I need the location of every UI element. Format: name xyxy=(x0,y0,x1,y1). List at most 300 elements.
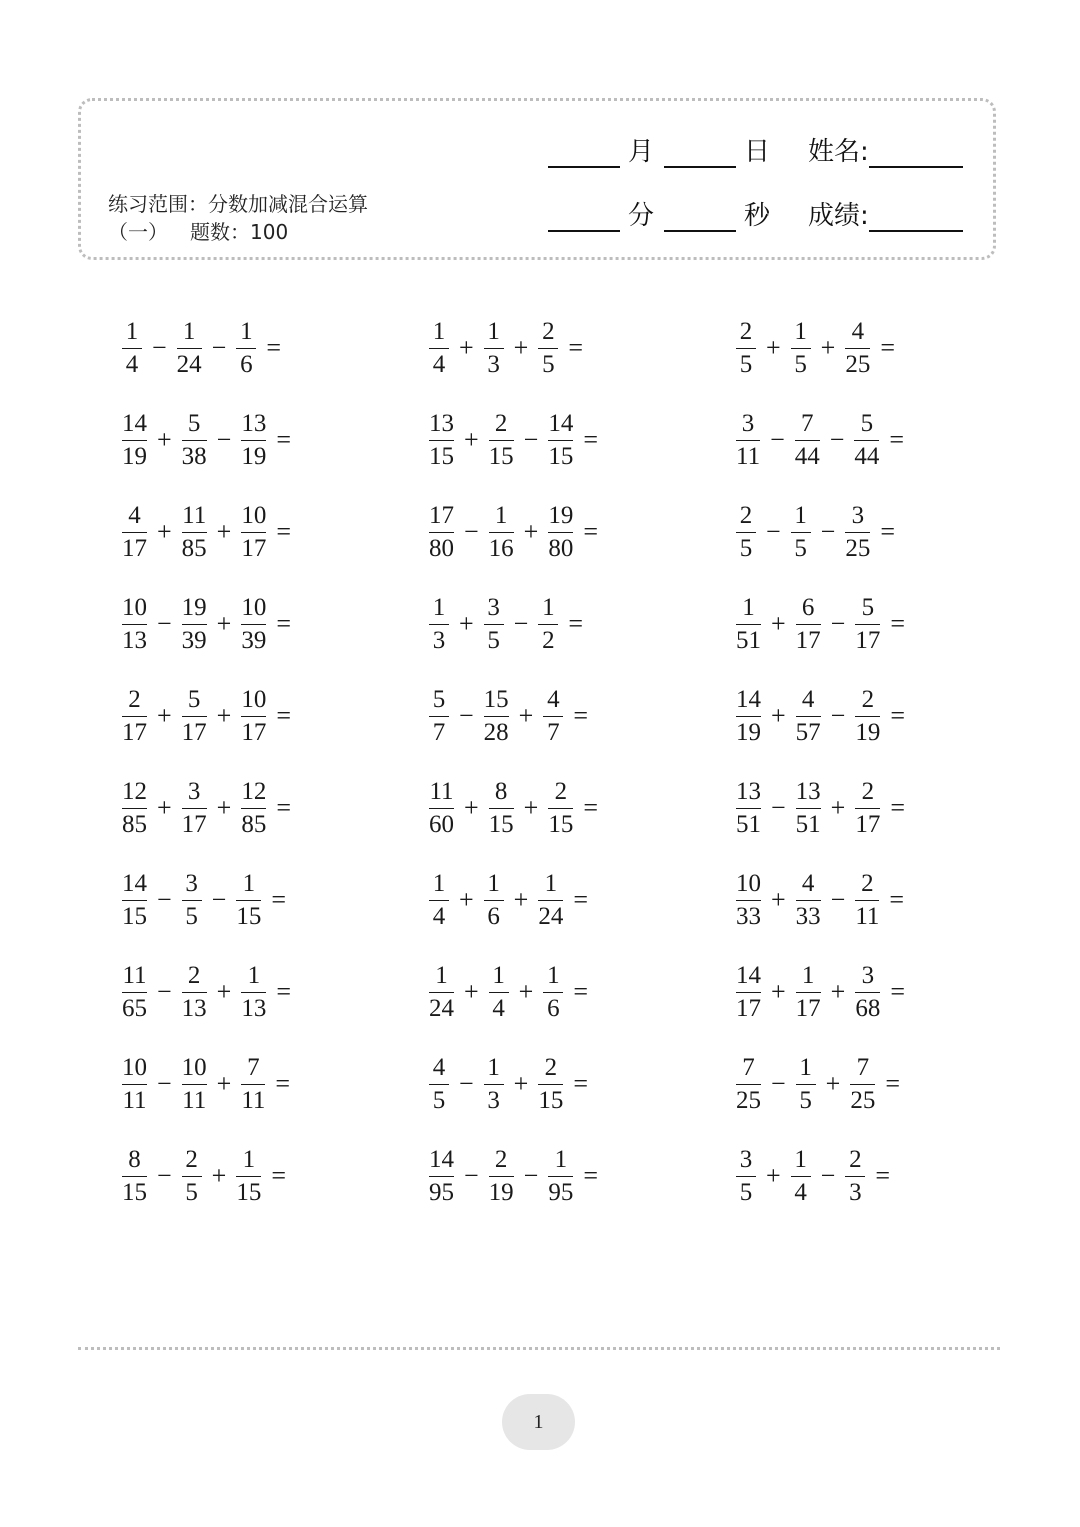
denominator: 11 xyxy=(122,1086,147,1114)
denominator: 17 xyxy=(181,718,207,746)
fraction-bar xyxy=(489,1176,514,1177)
denominator: 15 xyxy=(488,810,514,838)
plus-sign: + xyxy=(216,517,232,546)
denominator: 17 xyxy=(181,810,207,838)
plus-sign: + xyxy=(459,609,474,638)
denominator: 11 xyxy=(855,902,880,930)
denominator: 80 xyxy=(429,534,454,562)
plus-sign: + xyxy=(523,517,539,546)
fraction-bar xyxy=(429,532,454,533)
fraction xyxy=(120,593,149,656)
denominator: 51 xyxy=(795,810,821,838)
numerator: 4 xyxy=(432,1053,446,1081)
problem-23 xyxy=(427,956,588,1028)
numerator: 4 xyxy=(547,685,560,713)
numerator: 4 xyxy=(851,317,865,345)
numerator: 13 xyxy=(736,777,761,805)
fraction-bar xyxy=(236,1176,261,1177)
fraction-bar xyxy=(736,900,761,901)
denominator: 5 xyxy=(542,350,555,378)
problem-2 xyxy=(427,312,583,384)
fraction-bar xyxy=(796,716,821,717)
numerator: 1 xyxy=(547,961,560,989)
fraction-bar xyxy=(736,532,756,533)
fraction-bar xyxy=(429,1084,449,1085)
numerator: 2 xyxy=(861,777,875,805)
denominator: 44 xyxy=(854,442,880,470)
denominator: 11 xyxy=(182,1086,207,1114)
fraction xyxy=(853,593,882,656)
fraction xyxy=(239,593,268,656)
fraction xyxy=(794,1053,818,1116)
equals-sign: = xyxy=(276,701,292,730)
equals-sign: = xyxy=(885,1069,901,1098)
problem-30 xyxy=(734,1140,890,1212)
problem-20 xyxy=(427,864,588,936)
fraction xyxy=(487,777,516,840)
fraction-bar xyxy=(538,348,558,349)
fraction-bar xyxy=(538,1084,563,1085)
equals-sign: = xyxy=(271,885,287,914)
fraction-bar xyxy=(429,992,454,993)
fraction-bar xyxy=(429,900,449,901)
numerator: 6 xyxy=(801,593,815,621)
fraction xyxy=(120,777,149,840)
numerator: 11 xyxy=(122,961,147,989)
problem-22 xyxy=(120,956,291,1028)
plus-sign: + xyxy=(464,793,479,822)
fraction xyxy=(180,685,209,748)
denominator: 6 xyxy=(487,902,500,930)
denominator: 2 xyxy=(542,626,555,654)
day-label: 日 xyxy=(744,137,771,167)
minus-sign: − xyxy=(771,1069,786,1098)
equals-sign: = xyxy=(275,1069,291,1098)
numerator: 13 xyxy=(795,777,821,805)
fraction-bar xyxy=(736,1176,756,1177)
score-blank[interactable] xyxy=(869,198,963,232)
numerator: 5 xyxy=(187,409,201,437)
numerator: 7 xyxy=(801,409,814,437)
fraction xyxy=(239,685,268,748)
plus-sign: + xyxy=(459,885,474,914)
plus-sign: + xyxy=(459,333,474,362)
fraction-bar xyxy=(429,624,449,625)
numerator: 2 xyxy=(849,1145,862,1173)
fraction-bar xyxy=(236,348,256,349)
problem-26 xyxy=(427,1048,588,1120)
denominator: 15 xyxy=(122,1178,147,1206)
numerator: 13 xyxy=(429,409,454,437)
numerator: 14 xyxy=(122,869,147,897)
minus-sign: − xyxy=(820,517,836,546)
fraction-bar xyxy=(736,440,760,441)
problem-17 xyxy=(427,772,598,844)
numerator: 1 xyxy=(487,317,500,345)
equals-sign: = xyxy=(583,425,599,454)
numerator: 1 xyxy=(432,593,446,621)
denominator: 19 xyxy=(488,1178,514,1206)
scope-title: 练习范围：分数加减混合运算 xyxy=(108,192,368,216)
equals-sign: = xyxy=(889,885,905,914)
problem-1 xyxy=(120,312,281,384)
minus-sign: − xyxy=(157,609,172,638)
fraction xyxy=(546,501,575,564)
minus-sign: − xyxy=(830,701,846,730)
fraction xyxy=(239,961,268,1024)
fraction xyxy=(120,869,149,932)
denominator: 5 xyxy=(487,626,500,654)
fraction-bar xyxy=(182,808,207,809)
fraction xyxy=(789,501,813,564)
fraction xyxy=(427,317,451,380)
fraction xyxy=(536,869,565,932)
fraction-bar xyxy=(241,532,266,533)
equals-sign: = xyxy=(890,701,906,730)
numerator: 2 xyxy=(187,961,201,989)
fraction xyxy=(120,1053,149,1116)
minus-sign: − xyxy=(771,793,786,822)
fraction-bar xyxy=(736,992,761,993)
fraction-bar xyxy=(489,808,514,809)
denominator: 95 xyxy=(429,1178,454,1206)
problem-10 xyxy=(120,588,291,660)
plus-sign: + xyxy=(766,1161,781,1190)
fraction xyxy=(180,409,209,472)
denominator: 17 xyxy=(736,994,761,1022)
fraction-bar xyxy=(241,808,266,809)
fraction-bar xyxy=(855,808,880,809)
fraction-bar xyxy=(791,532,811,533)
plus-sign: + xyxy=(464,425,479,454)
fraction-bar xyxy=(429,716,449,717)
denominator: 16 xyxy=(488,534,514,562)
numerator: 1 xyxy=(432,869,446,897)
numerator: 14 xyxy=(548,409,574,437)
fraction xyxy=(120,961,149,1024)
denominator: 17 xyxy=(122,718,147,746)
fraction-bar xyxy=(796,624,821,625)
equals-sign: = xyxy=(568,333,584,362)
fraction-bar xyxy=(122,440,147,441)
numerator: 14 xyxy=(736,685,761,713)
numerator: 10 xyxy=(122,1053,147,1081)
fraction xyxy=(734,777,763,840)
minus-sign: − xyxy=(459,701,474,730)
denominator: 5 xyxy=(794,350,807,378)
equals-sign: = xyxy=(889,425,905,454)
equals-sign: = xyxy=(276,425,292,454)
denominator: 33 xyxy=(736,902,761,930)
fraction xyxy=(843,501,872,564)
denominator: 85 xyxy=(181,534,207,562)
equals-sign: = xyxy=(880,333,896,362)
fraction-bar xyxy=(122,992,147,993)
numerator: 1 xyxy=(487,1053,500,1081)
fraction xyxy=(239,777,268,840)
numerator: 7 xyxy=(742,1053,755,1081)
denominator: 7 xyxy=(432,718,446,746)
minus-sign: − xyxy=(770,425,785,454)
numerator: 2 xyxy=(544,1053,558,1081)
fraction-bar xyxy=(182,992,207,993)
equals-sign: = xyxy=(276,977,292,1006)
fraction-bar xyxy=(182,440,207,441)
numerator: 11 xyxy=(429,777,454,805)
denominator: 3 xyxy=(487,350,500,378)
numerator: 1 xyxy=(742,593,755,621)
denominator: 44 xyxy=(794,442,820,470)
fraction-bar xyxy=(429,1176,454,1177)
equals-sign: = xyxy=(583,517,599,546)
problem-19 xyxy=(120,864,286,936)
numerator: 12 xyxy=(241,777,267,805)
equals-sign: = xyxy=(266,333,282,362)
fraction xyxy=(180,777,209,840)
fraction xyxy=(180,501,209,564)
denominator: 4 xyxy=(432,350,446,378)
denominator: 39 xyxy=(181,626,207,654)
denominator: 15 xyxy=(429,442,454,470)
denominator: 3 xyxy=(432,626,446,654)
denominator: 51 xyxy=(736,626,761,654)
name-label: 姓名: xyxy=(808,137,869,167)
problem-13 xyxy=(120,680,291,752)
problem-5 xyxy=(427,404,598,476)
plus-sign: + xyxy=(216,1069,232,1098)
numerator: 13 xyxy=(241,409,267,437)
fraction xyxy=(427,501,456,564)
plus-sign: + xyxy=(157,701,172,730)
denominator: 15 xyxy=(488,442,514,470)
fraction-bar xyxy=(122,624,147,625)
numerator: 2 xyxy=(739,317,753,345)
fraction xyxy=(180,961,209,1024)
numerator: 7 xyxy=(856,1053,870,1081)
fraction-bar xyxy=(855,900,879,901)
numerator: 10 xyxy=(241,501,267,529)
fraction-bar xyxy=(122,716,147,717)
numerator: 14 xyxy=(122,409,147,437)
fraction-bar xyxy=(241,992,266,993)
fraction xyxy=(487,961,511,1024)
numerator: 2 xyxy=(494,409,508,437)
equals-sign: = xyxy=(890,609,906,638)
fraction-bar xyxy=(484,900,504,901)
denominator: 60 xyxy=(429,810,454,838)
problem-24 xyxy=(734,956,905,1028)
plus-sign: + xyxy=(518,701,534,730)
plus-sign: + xyxy=(771,609,786,638)
minute-label: 分 xyxy=(628,201,655,231)
denominator: 15 xyxy=(548,810,574,838)
problem-16 xyxy=(120,772,291,844)
denominator: 24 xyxy=(429,994,454,1022)
equals-sign: = xyxy=(880,517,896,546)
minus-sign: − xyxy=(157,1069,172,1098)
day-blank[interactable] xyxy=(664,134,736,168)
equals-sign: = xyxy=(890,977,906,1006)
fraction-bar xyxy=(736,348,756,349)
problem-21 xyxy=(734,864,904,936)
fraction xyxy=(734,1145,758,1208)
denominator: 6 xyxy=(240,350,253,378)
denominator: 28 xyxy=(483,718,509,746)
fraction xyxy=(853,869,881,932)
fraction-bar xyxy=(736,624,761,625)
fraction xyxy=(239,409,268,472)
numerator: 14 xyxy=(429,1145,454,1173)
second-blank[interactable] xyxy=(664,198,736,232)
denominator: 85 xyxy=(122,810,147,838)
equals-sign: = xyxy=(271,1161,287,1190)
fraction xyxy=(853,961,882,1024)
numerator: 1 xyxy=(487,869,500,897)
denominator: 11 xyxy=(736,442,761,470)
fraction xyxy=(427,409,456,472)
fraction xyxy=(843,1145,867,1208)
plus-sign: + xyxy=(216,701,232,730)
fraction xyxy=(734,501,758,564)
denominator: 5 xyxy=(739,534,753,562)
fraction xyxy=(853,777,882,840)
minus-sign: − xyxy=(513,609,529,638)
fraction-bar xyxy=(429,348,449,349)
minute-blank[interactable] xyxy=(548,198,620,232)
fraction xyxy=(487,501,516,564)
problem-count: 题数：100 xyxy=(190,220,289,244)
fraction xyxy=(541,961,565,1024)
numerator: 3 xyxy=(185,869,198,897)
fraction xyxy=(427,1053,451,1116)
plus-sign: + xyxy=(513,1069,529,1098)
score-label: 成绩: xyxy=(808,201,869,231)
fraction xyxy=(794,777,823,840)
denominator: 15 xyxy=(548,442,574,470)
fraction-bar xyxy=(791,1176,811,1177)
fraction-bar xyxy=(736,808,761,809)
equals-sign: = xyxy=(573,1069,589,1098)
numerator: 10 xyxy=(241,685,267,713)
minus-sign: − xyxy=(830,609,846,638)
footer-divider xyxy=(78,1347,1000,1350)
name-blank[interactable] xyxy=(869,134,963,168)
numerator: 1 xyxy=(242,869,256,897)
numerator: 1 xyxy=(242,1145,256,1173)
minus-sign: − xyxy=(459,1069,474,1098)
equals-sign: = xyxy=(276,517,292,546)
plus-sign: + xyxy=(211,1161,227,1190)
denominator: 15 xyxy=(122,902,147,930)
minus-sign: − xyxy=(152,333,167,362)
denominator: 25 xyxy=(845,350,871,378)
numerator: 3 xyxy=(487,593,500,621)
date-name-row xyxy=(548,134,963,168)
plus-sign: + xyxy=(523,793,539,822)
fraction-bar xyxy=(548,1176,573,1177)
denominator: 5 xyxy=(739,350,753,378)
denominator: 51 xyxy=(736,810,761,838)
numerator: 14 xyxy=(736,961,761,989)
fraction xyxy=(120,317,144,380)
fraction-bar xyxy=(538,900,563,901)
denominator: 19 xyxy=(122,442,147,470)
fraction xyxy=(482,869,506,932)
denominator: 80 xyxy=(548,534,574,562)
fraction xyxy=(180,1053,209,1116)
fraction-bar xyxy=(122,532,147,533)
fraction-bar xyxy=(122,348,142,349)
numerator: 2 xyxy=(554,777,568,805)
fraction-bar xyxy=(177,348,202,349)
numerator: 10 xyxy=(181,1053,207,1081)
fraction-bar xyxy=(182,624,207,625)
denominator: 4 xyxy=(794,1178,807,1206)
problem-14 xyxy=(427,680,588,752)
denominator: 3 xyxy=(487,1086,500,1114)
fraction-bar xyxy=(182,900,202,901)
fraction xyxy=(120,1145,149,1208)
fraction xyxy=(487,409,516,472)
equals-sign: = xyxy=(568,609,584,638)
numerator: 2 xyxy=(739,501,753,529)
numerator: 1 xyxy=(542,593,555,621)
denominator: 17 xyxy=(855,626,881,654)
fraction xyxy=(794,961,823,1024)
fraction xyxy=(427,777,456,840)
denominator: 5 xyxy=(794,534,807,562)
fraction xyxy=(234,869,263,932)
fraction xyxy=(546,409,575,472)
problem-15 xyxy=(734,680,905,752)
problem-12 xyxy=(734,588,905,660)
denominator: 57 xyxy=(795,718,821,746)
denominator: 4 xyxy=(492,994,505,1022)
fraction-bar xyxy=(543,992,563,993)
problem-4 xyxy=(120,404,291,476)
fraction-bar xyxy=(845,1176,865,1177)
fraction xyxy=(427,961,456,1024)
numerator: 7 xyxy=(247,1053,260,1081)
fraction-bar xyxy=(236,900,261,901)
numerator: 4 xyxy=(801,869,815,897)
problem-28 xyxy=(120,1140,286,1212)
numerator: 1 xyxy=(247,961,261,989)
equals-sign: = xyxy=(573,977,589,1006)
minus-sign: − xyxy=(157,977,172,1006)
denominator: 17 xyxy=(855,810,881,838)
fraction xyxy=(536,1053,565,1116)
fraction xyxy=(180,869,204,932)
denominator: 25 xyxy=(736,1086,761,1114)
fraction-bar xyxy=(122,808,147,809)
plus-sign: + xyxy=(513,885,529,914)
problem-29 xyxy=(427,1140,598,1212)
fraction xyxy=(180,1145,204,1208)
fraction-bar xyxy=(548,808,573,809)
month-blank[interactable] xyxy=(548,134,620,168)
plus-sign: + xyxy=(513,333,529,362)
fraction xyxy=(789,1145,813,1208)
numerator: 3 xyxy=(739,1145,753,1173)
problem-6 xyxy=(734,404,904,476)
fraction xyxy=(852,409,881,472)
fraction-bar xyxy=(484,348,504,349)
denominator: 95 xyxy=(548,1178,574,1206)
denominator: 24 xyxy=(176,350,202,378)
numerator: 2 xyxy=(185,1145,198,1173)
fraction-bar xyxy=(182,1176,202,1177)
